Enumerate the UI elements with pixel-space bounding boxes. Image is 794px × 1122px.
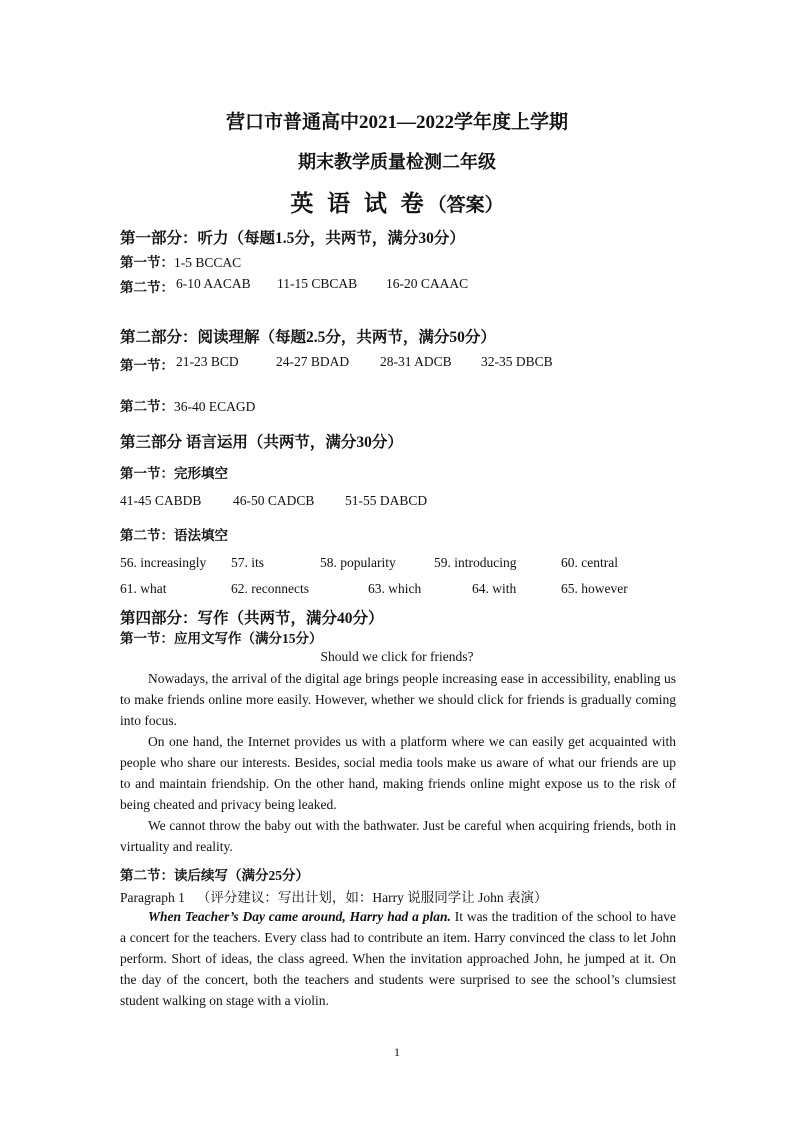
essay-paragraph: We cannot throw the baby out with the bathwater. Just be careful when acquiring friends, both in virtuality and reality. [120, 818, 676, 854]
essay-paragraph: Nowadays, the arrival of the digital age brings people increasing ease in accessibility, enabling us to make friends online more easily. However, whether we should click for friends is gradually coming into focus. [120, 671, 676, 728]
grammar-answer: 62. reconnects [231, 581, 309, 596]
grammar-answer: 60. central [561, 555, 618, 570]
part2-section2-label: 第二节： [120, 399, 174, 414]
essay-title: Should we click for friends? [320, 649, 474, 664]
part2-answer-group: 28-31 ADCB [380, 354, 452, 369]
story-lead-sentence: When Teacher’s Day came around, Harry had a plan. [148, 909, 451, 924]
grammar-answer: 59. introducing [434, 555, 517, 570]
grammar-answer: 64. with [472, 581, 517, 596]
grammar-answer: 65. however [561, 581, 628, 596]
answer-key-label: （答案） [427, 195, 504, 216]
part1-answer-group: 11-15 CBCAB [277, 276, 358, 291]
part2-section2 [120, 395, 255, 415]
grammar-answer: 56. increasingly [120, 555, 207, 570]
scoring-note: （评分建议：写出计划，如：Harry 说服同学让 John 表演） [196, 890, 548, 905]
part1-answer-group: 6-10 AACAB [176, 276, 251, 291]
part2-section1-label: 第一节： [120, 358, 174, 373]
essay-paragraph: On one hand, the Internet provides us with a platform where we can easily get acquainted with people who share our interests. Besides, social media tools make us aware of what our friends are up to and maintain friendship. On the other hand, making friends online might expose us to the risk of being cheated and privacy being leaked. [120, 734, 676, 812]
grammar-answer: 61. what [120, 581, 167, 596]
paragraph-line [120, 886, 547, 906]
grammar-answer: 58. popularity [320, 555, 396, 570]
part2-section2-answers: 36-40 ECAGD [174, 399, 256, 414]
part1-answer-group: 16-20 CAAAC [386, 276, 469, 291]
part4-section2-label: 第二节：读后续写（满分25分） [120, 868, 309, 883]
part2-heading: 第二部分：阅读理解（每题2.5分，共两节，满分50分） [120, 329, 496, 346]
page-number: 1 [394, 1045, 400, 1059]
subject-title: 英 语 试 卷 [290, 191, 428, 216]
part1-section1 [120, 251, 241, 271]
part2-answer-group: 24-27 BDAD [276, 354, 350, 369]
part1-section2-label: 第二节： [120, 280, 174, 295]
part1-heading: 第一部分：听力（每题1.5分，共两节，满分30分） [120, 230, 465, 247]
grammar-answer: 57. its [231, 555, 265, 570]
part3-section1-label: 第一节：完形填空 [120, 466, 228, 481]
paragraph-label: Paragraph 1 [120, 890, 185, 905]
cloze-answer-group: 46-50 CADCB [233, 493, 315, 508]
part2-answer-group: 21-23 BCD [176, 354, 239, 369]
exam-title-line3 [0, 185, 794, 218]
part2-answer-group: 32-35 DBCB [481, 354, 553, 369]
cloze-answer-group: 51-55 DABCD [345, 493, 428, 508]
grammar-answer: 63. which [368, 581, 422, 596]
exam-title-line2: 期末教学质量检测二年级 [298, 152, 496, 172]
story-paragraph [120, 906, 676, 1011]
part3-heading: 第三部分 语言运用（共两节，满分30分） [120, 434, 403, 451]
exam-title-line1: 营口市普通高中2021—2022学年度上学期 [225, 112, 568, 133]
part4-section1-label: 第一节：应用文写作（满分15分） [120, 631, 323, 646]
part1-section1-label: 第一节： [120, 255, 174, 270]
story-body: It was the tradition of the school to have a concert for the teachers. Every class had to contribute an item. Harry convinced the class to let John perform. Short of ideas, the class agreed. When the invitation approached John, he jumped at it. On the day of the concert, both the teachers and students were surprised to see the school’s clumsiest student walking on stage with a violin. [120, 909, 676, 1008]
part4-heading: 第四部分：写作（共两节，满分40分） [120, 610, 384, 627]
part3-section2-label: 第二节：语法填空 [120, 528, 228, 543]
cloze-answer-group: 41-45 CABDB [120, 493, 202, 508]
part1-section1-answers: 1-5 BCCAC [174, 255, 242, 270]
